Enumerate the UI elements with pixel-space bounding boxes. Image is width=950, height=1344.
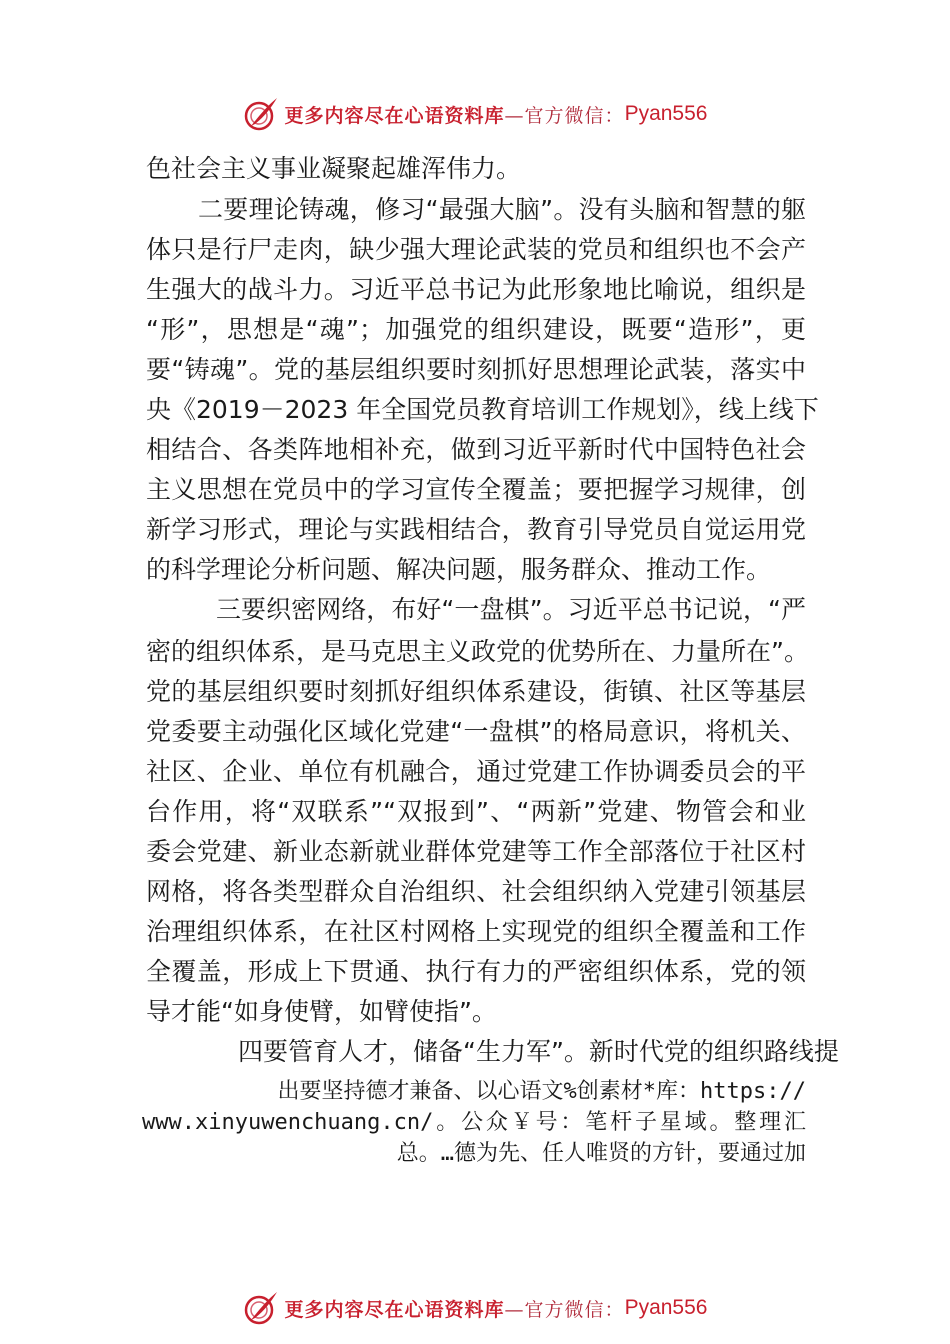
text-line: 央《2019－2023 年全国党员教育培训工作规划》，线上线下 bbox=[146, 395, 819, 424]
text-line: 的科学理论分析问题、解决问题，服务群众、推动工作。 bbox=[146, 555, 772, 584]
banner-wechat-id: Pyan556 bbox=[624, 102, 708, 125]
text-line: 网格，将各类型群众自治组织、社会组织纳入党建引领基层 bbox=[146, 877, 806, 906]
footer-banner bbox=[0, 1288, 950, 1328]
quill-logo-icon bbox=[243, 1290, 279, 1326]
header-banner bbox=[0, 94, 950, 134]
text-line: 党的基层组织要时刻抓好组织体系建设，街镇、社区等基层 bbox=[146, 677, 806, 706]
banner-subtitle: —官方微信： bbox=[504, 1298, 625, 1321]
text-line: 全覆盖，形成上下贯通、执行有力的严密组织体系，党的领 bbox=[146, 957, 806, 986]
text-line: 社区、企业、单位有机融合，通过党建工作协调委员会的平 bbox=[146, 757, 806, 786]
tail-line: www.xinyuwenchuang.cn/。公众￥号：笔杆子星域。整理汇 bbox=[142, 1110, 806, 1135]
text-line: 相结合、各类阵地相补充，做到习近平新时代中国特色社会 bbox=[146, 435, 806, 464]
text-line: 体只是行尸走肉，缺少强大理论武装的党员和组织也不会产 bbox=[146, 235, 806, 264]
paragraph-4-first-line: 四要管育人才，储备“生力军”。新时代党的组织路线提 bbox=[238, 1037, 839, 1066]
banner-subtitle: —官方微信： bbox=[504, 104, 625, 127]
text-line: “形”，思想是“魂”；加强党的组织建设，既要“造形”，更 bbox=[146, 315, 806, 344]
text-line: 党委要主动强化区域化党建“一盘棋”的格局意识，将机关、 bbox=[146, 717, 806, 746]
paragraph-3-first-line: 三要织密网络，布好“一盘棋”。习近平总书记说，“严 bbox=[216, 595, 806, 624]
banner-title: 更多内容尽在心语资料库 bbox=[284, 1298, 505, 1321]
text-line: 生强大的战斗力。习近平总书记为此形象地比喻说，组织是 bbox=[146, 275, 806, 304]
text-line: 密的组织体系，是马克思主义政党的优势所在、力量所在”。 bbox=[146, 637, 809, 666]
banner-title: 更多内容尽在心语资料库 bbox=[284, 104, 505, 127]
text-line: 主义思想在党员中的学习宣传全覆盖；要把握学习规律，创 bbox=[146, 475, 806, 504]
text-line: 要“铸魂”。党的基层组织要时刻抓好思想理论武装，落实中 bbox=[146, 355, 806, 384]
text-line: 治理组织体系，在社区村网格上实现党的组织全覆盖和工作 bbox=[146, 917, 806, 946]
tail-line: 出要坚持德才兼备、以心语文%创素材*库：https:// bbox=[277, 1079, 806, 1104]
text-line: 台作用，将“双联系”“双报到”、“两新”党建、物管会和业 bbox=[146, 797, 806, 826]
banner-wechat-id: Pyan556 bbox=[624, 1296, 708, 1319]
text-line: 色社会主义事业凝聚起雄浑伟力。 bbox=[146, 154, 522, 183]
tail-line: 总。…德为先、任人唯贤的方针，要通过加 bbox=[396, 1141, 806, 1166]
text-line: 导才能“如身使臂，如臂使指”。 bbox=[146, 997, 497, 1026]
text-line: 新学习形式，理论与实践相结合，教育引导党员自觉运用党 bbox=[146, 515, 806, 544]
text-line: 委会党建、新业态新就业群体党建等工作全部落位于社区村 bbox=[146, 837, 806, 866]
quill-logo-icon bbox=[243, 96, 279, 132]
paragraph-2-first-line: 二要理论铸魂，修习“最强大脑”。没有头脑和智慧的躯 bbox=[198, 195, 806, 224]
